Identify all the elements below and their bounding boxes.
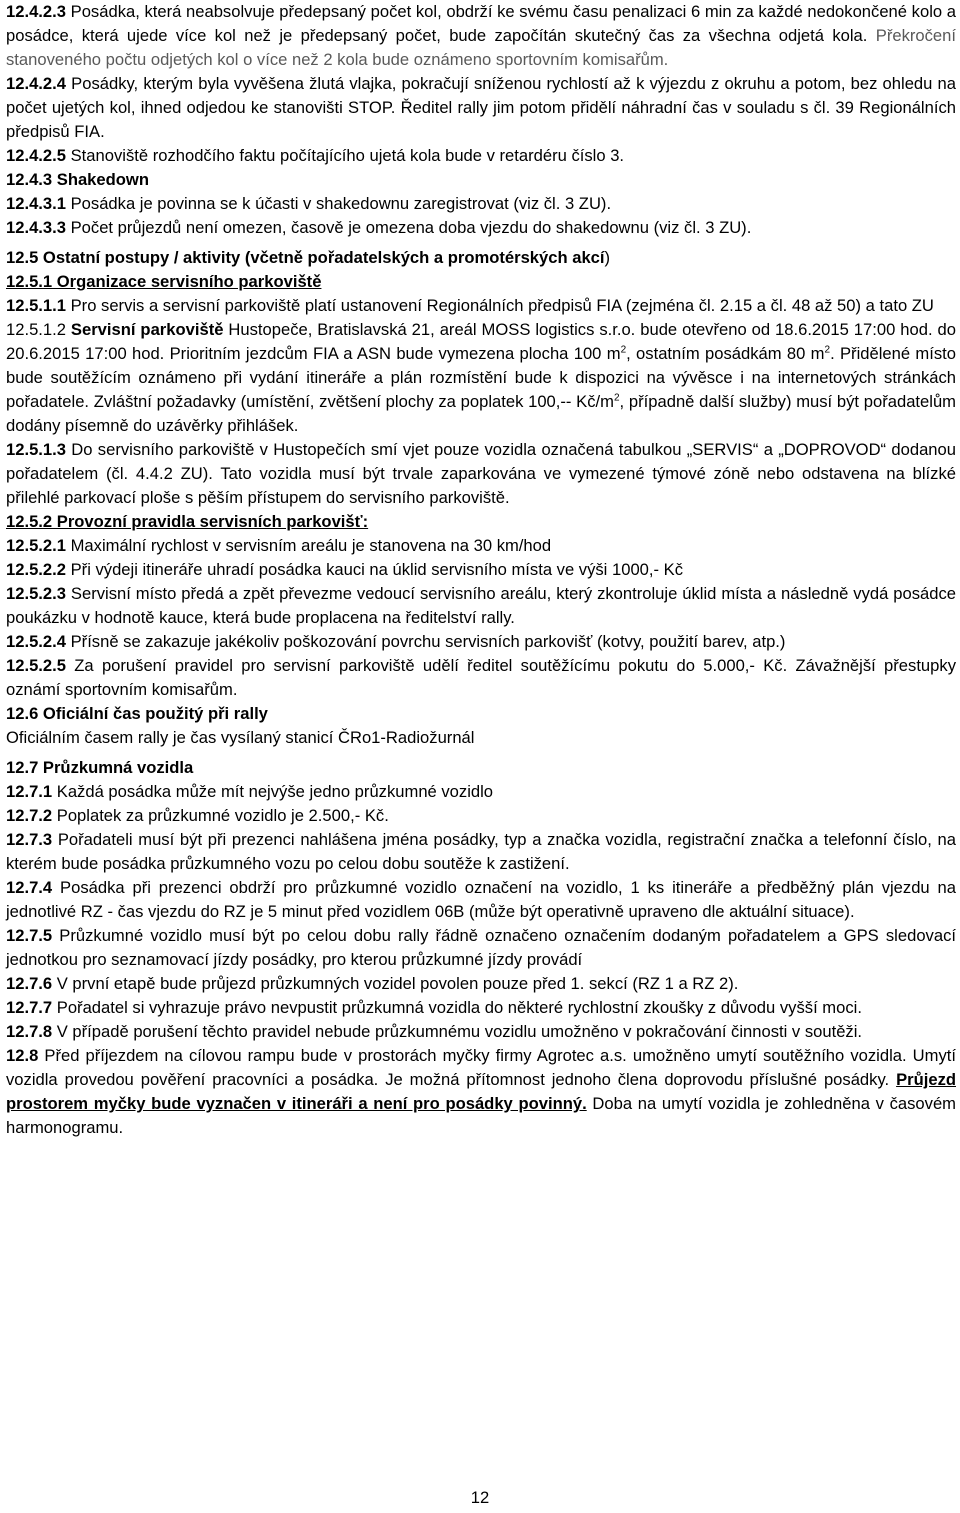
text-segment: Před příjezdem na cílovou rampu bude v prostorách myčky firmy Agrotec a.s. umožněno umytí soutěžního vozidla. Umytí vozidla provedou pověření pracovníci a posádka. Je možná přítomnost jednoho člena doprovodu příslušné posádky. <box>6 1046 956 1089</box>
text-segment: V první etapě bude průjezd průzkumných vozidel povolen pouze před 1. sekcí (RZ 1 a RZ 2). <box>52 974 739 993</box>
bold-text: Průjezd prostorem myčky bude vyznačen v itineráři a není pro posádky povinný. <box>6 1070 956 1113</box>
paragraph <box>6 246 956 270</box>
text-segment: Do servisního parkoviště v Hustopečích smí vjet pouze vozidla označená tabulkou „SERVIS“ a „DOPROVOD“ dodanou pořadatelem (čl. 4.4.2 ZU). Tato vozidla musí být trvale zaparkována ve vymezené týmové zóně nebo odstavena na blízké přilehlé parkovací ploše s pěším přístupem do servisního parkoviště. <box>6 440 956 507</box>
bold-text: 12.7.6 <box>6 974 53 993</box>
text-segment: , ostatním posádkám 80 m <box>626 344 825 363</box>
bold-text: 12.5.1.1 <box>6 296 66 315</box>
text-segment: Počet průjezdů není omezen, časově je omezena doba vjezdu do shakedownu (viz čl. 3 ZU). <box>65 218 752 237</box>
bold-text: 12.7.4 <box>6 878 53 897</box>
bold-text: 12.4.3.3 <box>6 218 66 237</box>
bold-text: Servisní parkoviště <box>70 320 224 339</box>
bold-text: 12.7.8 <box>6 1022 53 1041</box>
paragraph <box>6 168 956 192</box>
text-segment: 12.5.1.2 <box>6 320 71 339</box>
paragraph <box>6 294 956 318</box>
bold-text: 12.7.3 <box>6 830 53 849</box>
text-segment: Pořadateli musí být při prezenci nahlášena jména posádky, typ a značka vozidla, registrační značka a telefonní číslo, na kterém bude posádka průzkumného vozu po celou dobu soutěže k zastižení. <box>6 830 956 873</box>
paragraph <box>6 924 956 972</box>
paragraph <box>6 996 956 1020</box>
paragraph <box>6 558 956 582</box>
text-segment: Každá posádka může mít nejvýše jedno průzkumné vozidlo <box>52 782 494 801</box>
paragraph <box>6 654 956 702</box>
paragraph <box>6 72 956 144</box>
text-segment: Průzkumné vozidlo musí být po celou dobu rally řádně označeno označením dodaným pořadatelem a GPS sledovací jednotkou pro seznamovací jízdy posádky, pro kterou průzkumné jízdy provádí <box>6 926 956 969</box>
bold-text: 12.4.2.3 <box>6 2 66 21</box>
paragraph <box>6 828 956 876</box>
bold-text: 12.5.1 Organizace servisního parkoviště <box>6 272 322 291</box>
paragraph <box>6 144 956 168</box>
paragraph <box>6 318 956 438</box>
text-segment: Stanoviště rozhodčího faktu počítajícího ujetá kola bude v retardéru číslo 3. <box>65 146 625 165</box>
text-segment: Poplatek za průzkumné vozidlo je 2.500,- Kč. <box>52 806 389 825</box>
bold-text: 12.7.7 <box>6 998 53 1017</box>
text-segment: Posádka při prezenci obdrží pro průzkumné vozidlo označení na vozidlo, 1 ks itineráře a předběžný plán vjezdu na jednotlivé RZ - čas vjezdu do RZ je 5 minut před vozidlem 06B (může být operativně upraveno dle aktuální situace). <box>6 878 956 921</box>
text-segment: V případě porušení těchto pravidel nebude průzkumnému vozidlu umožněno v pokračování činnosti v soutěži. <box>52 1022 863 1041</box>
text-segment: Servisní místo předá a zpět převezme vedoucí servisního areálu, který zkontroluje úklid místa a následně vydá posádce poukázku v hodnotě kauce, která bude proplacena na ředitelství rally. <box>6 584 956 627</box>
text-segment: . Přidělené místo bude soutěžícím oznámeno při vydání itineráře a plán rozmístění bude k dispozici na vývěsce i na internetových stránkách pořadatele. Zvláštní požadavky (umístění, zvětšení plochy za poplatek 100,-- Kč/m <box>6 344 956 411</box>
bold-text: 12.5.2.1 <box>6 536 66 555</box>
text-segment: Pro servis a servisní parkoviště platí ustanovení Regionálních předpisů FIA (zejména čl. 2.15 a čl. 48 až 50) a tato ZU <box>65 296 934 315</box>
paragraph <box>6 216 956 240</box>
bold-text: 12.4.2.5 <box>6 146 66 165</box>
paragraph <box>6 582 956 630</box>
superscript: 2 <box>613 392 620 404</box>
bold-text: 12.5.2.4 <box>6 632 66 651</box>
paragraph <box>6 510 956 534</box>
bold-text: 12.4.3.1 <box>6 194 66 213</box>
text-segment: Překročení stanoveného počtu odjetých kol o více než 2 kola bude oznámeno sportovním komisařům. <box>6 26 956 69</box>
paragraph <box>6 270 956 294</box>
paragraph <box>6 972 956 996</box>
paragraph <box>6 1020 956 1044</box>
text-segment: Posádka je povinna se k účasti v shakedownu zaregistrovat (viz čl. 3 ZU). <box>65 194 612 213</box>
text-segment: Oficiálním časem rally je čas vysílaný stanicí ČRo1-Radiožurnál <box>6 728 475 747</box>
paragraph <box>6 438 956 510</box>
text-segment: Pořadatel si vyhrazuje právo nevpustit průzkumná vozidla do některé rychlostní zkoušky z důvodu vyšší moci. <box>52 998 862 1017</box>
superscript: 2 <box>824 344 831 356</box>
text-segment: ) <box>604 248 611 267</box>
bold-text: 12.5.1.3 <box>6 440 66 459</box>
bold-text: 12.5.2.2 <box>6 560 66 579</box>
bold-text: 12.6 Oficiální čas použitý při rally <box>6 704 268 723</box>
text-segment: Při výdeji itineráře uhradí posádka kauci na úklid servisního místa ve výši 1000,- Kč <box>65 560 684 579</box>
paragraph <box>6 1044 956 1140</box>
paragraph <box>6 630 956 654</box>
paragraph <box>6 756 956 780</box>
paragraph <box>6 726 956 750</box>
bold-text: 12.8 <box>6 1046 39 1065</box>
bold-text: 12.5.2.3 <box>6 584 66 603</box>
bold-text: 12.5.2.5 <box>6 656 66 675</box>
paragraph <box>6 876 956 924</box>
text-segment: Přísně se zakazuje jakékoliv poškozování povrchu servisních parkovišť (kotvy, použití barev, atp.) <box>65 632 786 651</box>
bold-text: 12.7.1 <box>6 782 53 801</box>
bold-text: 12.5 Ostatní postupy / aktivity (včetně pořadatelských a promotérských akcí <box>6 248 605 267</box>
paragraph <box>6 780 956 804</box>
text-segment: Hustopeče, Bratislavská 21, areál MOSS logistics s.r.o. bude otevřeno od 18.6.2015 17:00 hod. do 20.6.2015 17:00 hod. Prioritním jezdcům FIA a ASN bude vymezena plocha 100 m <box>6 320 956 363</box>
paragraph <box>6 804 956 828</box>
paragraph <box>6 534 956 558</box>
text-segment: Maximální rychlost v servisním areálu je stanovena na 30 km/hod <box>65 536 552 555</box>
bold-text: 12.4.2.4 <box>6 74 66 93</box>
text-segment: Za porušení pravidel pro servisní parkoviště udělí ředitel soutěžícímu pokutu do 5.000,- Kč. Závažnější přestupky oznámí sportovním komisařům. <box>6 656 956 699</box>
paragraph <box>6 0 956 72</box>
bold-text: 12.7.2 <box>6 806 53 825</box>
paragraph <box>6 702 956 726</box>
paragraph <box>6 192 956 216</box>
text-segment: Posádky, kterým byla vyvěšena žlutá vlajka, pokračují sníženou rychlostí až k výjezdu z okruhu a potom, bez ohledu na počet ujetých kol, ihned odjedou ke stanovišti STOP. Ředitel rally jim potom přidělí náhradní čas v souladu s čl. 39 Regionálních předpisů FIA. <box>6 74 956 141</box>
text-segment: , případně další služby) musí být pořadatelům dodány písemně do uzávěrky přihlášek. <box>6 392 956 435</box>
page-number: 12 <box>470 1488 490 1507</box>
bold-text: 12.7 Průzkumná vozidla <box>6 758 194 777</box>
text-segment: Doba na umytí vozidla je zohledněna v časovém harmonogramu. <box>6 1094 956 1137</box>
bold-text: 12.7.5 <box>6 926 53 945</box>
bold-text: 12.5.2 Provozní pravidla servisních parkovišť: <box>6 512 369 531</box>
text-segment: Posádka, která neabsolvuje předepsaný počet kol, obdrží ke svému času penalizaci 6 min za každé nedokončené kolo a posádce, která ujede více kol než je předepsaný počet, bude započítán skutečný čas za všechna odjetá kola. <box>6 2 956 45</box>
superscript: 2 <box>620 344 627 356</box>
document-page <box>6 0 956 1140</box>
bold-text: 12.4.3 Shakedown <box>6 170 149 189</box>
